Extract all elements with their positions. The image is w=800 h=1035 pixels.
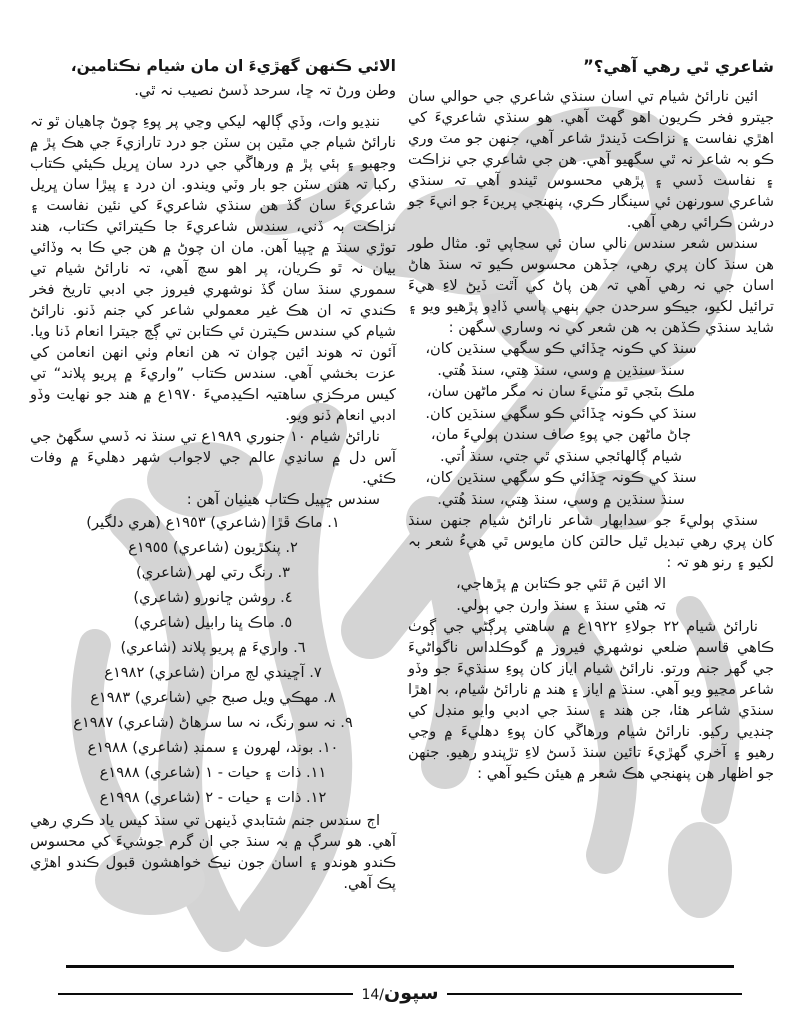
paragraph: سنڌي ٻوليءَ جو سدابهار شاعر نارائڻ شيام جنهن سنڌ کان پري رهي تبديل ٿيل حالتن کان مايوس ٿي هيءُ شعر بہ لکيو ۽ رنو هو تہ : [408,512,774,571]
verse-block-2 [408,573,774,616]
book-item: ٦. واريءَ ۾ پريو پلاند (شاعري) [120,639,306,656]
paragraph: اڄ سندس جنم شتابدي ڏينهن تي سنڌ کيس ياد ڪري رهي آهي. هو سرڳ ۾ بہ سنڌ جي ان گرم جوشيءَ کي محسوس ڪندو هوندو ۽ اسان جون نيڪ خواهشون قبول ڪندو اهڙي پڪ آهي. [30,812,396,892]
verse-line: سنڌ کي ڪونہ ڇڏائي ڪو سگهي سنڌين کان. [425,404,697,422]
book-item: ١٠. بوند، لهرون ۽ سمنڊ (شاعري) ١٩٨٨ع [87,739,339,756]
article-heading: شاعري ٿي رهي آهي؟” [582,57,774,76]
verse-line: ملڪ بٽجي ٿو مٽيءَ سان نہ مگر ماڻهن سان، [426,383,696,400]
paragraph: سندس شعر سندس نالي سان ئي سڃاپي ٿو. مثال طور هن سنڌ کان پري رهي، جڏهن محسوس ڪيو تہ سنڌ هاڻ اسان جي نہ رهي آهي تہ هن پاڻ کي آٿت ڏيڻ لاءِ هيءَ ترائيل لکيو، جيڪو سرحدن جي ٻنهي پاسي ڏاڍو پڙهيو ويو ۽ شايد سنڌي ڪڏهن بہ هن شعر کي نہ وساري سگهن : [408,235,774,336]
verse-line: سنڌ کي ڪونہ ڇڏائي ڪو سگهي سنڌين کان، [425,340,697,357]
book-item: ٩. نہ سو رنگ، نہ سا سرهاڻ (شاعري) ١٩٨٧ع [73,714,353,731]
footer-rule-thin [58,978,742,1004]
verse-line: تہ هئي سنڌ ۽ سنڌ وارن جي ٻولي. [456,596,666,614]
book-item: ٨. مهڪي ويل صبح جي (شاعري) ١٩٨٣ع [90,689,336,706]
page-number: /14 [361,987,384,1003]
paragraph: نارائڻ شيام ٢٢ جولاءِ ١٩٢٢ع ۾ ساهتي پرڳڻي جي ڳوٺ ڪاهي قاسم ضلعي نوشهري فيروز ۾ گوڪلداس ناگواڻيءَ جي گهر جنم ورتو. نارائڻ شيام اياز کان پوءِ سنڌيءَ جو وڏو شاعر مڃيو ويو آهي. سنڌ ۾ اياز ۽ هند ۾ نارائڻ شيام، بہ اهڙا سنڌي شاعر هئا، جن هند ۽ سنڌ جي ادبي وايو منڊل کي ڄنڊيي رکيو. نارائڻ شيام ورهاڱي کان پوءِ دهليءَ ۾ وڃي رهيو ۽ آخري گهڙيءَ تائين سنڌ ڏسڻ لاءِ تڙپندو رهيو. جنهن جو اظهار هن پنهنجي هڪ شعر ۾ هيئن ڪيو آهي : [408,618,774,782]
verse-line: الا ائين مَ ٿئي جو ڪتابن ۾ پڙهاجي، [455,575,667,592]
column-right [408,54,774,784]
couplet-heading [30,54,396,103]
paragraph: ننڍيو وات، وڏي ڳالهہ ليکي وڃي پر پوءِ چوڻ چاهيان ٿو تہ نارائڻ شيام جي مٿين ٻن سٽن جو درد تارازيءَ جي هڪ پڙ ۾ وجهبو ۽ ٻئي پڙ ۾ ورهاڱي جي درد سان ڀريل ڪيئي ڪتاب رکبا تہ هنن سٽن جو بار وٽي ويندو. ان درد ۽ پيڙا سان ڀريل شاعريءَ سان گڏ هن سنڌي شاعريءَ کي نئين نفاست ۽ نزاڪت بہ ڏني، سندس شاعريءَ جا ڪيترائي ڪتاب، هند توڙي سنڌ ۾ ڇپيا آهن. مان ان چوڻ ۾ هن جي ڪا بہ وڏائي بيان نہ ٿو ڪريان، پر اهو سچ آهي، تہ نارائڻ شيام تي سموري سنڌ سان گڏ نوشهري فيروز جي ادبي تاريخ فخر ڪندي تہ ان هڪ غير معمولي شاعر کي جنم ڏنو. نارائڻ شيام کي سندس ڪيترن ئي ڪتابن تي ڳچ جيترا انعام ڏنا ويا. آئون تہ هوند ائين چوان تہ هن انعام وٺي انهن انعامن کي عزت بخشي آهي. سندس ڪتاب ”واريءَ ۾ پريو پلاند“ تي کيس مرڪزي ساهتيہ اڪيڊميءَ ١٩٧٠ع ۾ هند جو نهايت وڏو ادبي انعام ڏنو ويو. [30,113,397,424]
magazine-name: سپون [383,982,439,1004]
book-item: ٧. آڇيندي لڄ مران (شاعري) ١٩٨٢ع [104,664,322,681]
book-item: ١. ماڪ ڦڙا (شاعري) ١٩٥٣ع (هري دلگير) [86,514,340,531]
book-item: ١١. ذات ۽ حيات - ١ (شاعري) ١٩٨٨ع [99,764,327,781]
paragraph: ائين نارائڻ شيام تي اسان سنڌي شاعري جي حوالي سان جيترو فخر ڪريون اهو گهٽ آهي. هو سنڌي شاعريءَ کي اهڙي نفاست ۽ نزاڪت ڏيندڙ شاعر آهي، جنهن جو مٽ وري ڪو بہ شاعر نہ ٿي سگهيو آهي. هن جي شاعري جي نزاڪت ۽ نفاست ڏسي ۽ پڙهي محسوس ٿيندو آهي تہ سنڌي شاعري سورنهن ئي سينگار ڪري، پنهنجي پرينءَ جو انيءَ جو درشن ڪرائي رهي آهي. [408,88,774,231]
footer-label [353,982,446,1004]
verse-line: سنڌ سنڌين ۾ وسي، سنڌ هِتي، سنڌ هُتي. [437,361,685,379]
paragraph: نارائڻ شيام ١٠ جنوري ١٩٨٩ع تي سنڌ نہ ڏسي سگهڻ جي آس دل ۾ سانڍي عالم جي لاجواب شهر دهليءَ ۾ وفات ڪئي. [30,428,396,487]
verse-line: ڄاڻ ماڻهن جي پوءِ صاف سندن ٻوليءَ مان، [430,426,692,443]
verse-line: شيام ڳالهائجي سنڌي ٿي جتي، سنڌ اُتي. [439,447,683,465]
footer-rule-thick [66,965,734,968]
books-intro: سندس ڇپيل ڪتاب هيٺيان آهن : [186,491,380,508]
couplet-line-1: الائي ڪنهن گهڙيءَ ان مان شيام نڪتامين، [70,57,396,75]
verse-line: سنڌ کي ڪونہ ڇڏائي ڪو سگهي سنڌين کان، [425,469,697,486]
book-item: ١٢. ذات ۽ حيات - ٢ (شاعري) ١٩٩٨ع [99,789,327,806]
verse-line: سنڌ سنڌين ۾ وسي، سنڌ هِتي، سنڌ هُتي. [437,490,685,508]
column-left [30,54,396,894]
book-list [30,510,396,810]
verse-block-1 [408,338,774,510]
book-item: ٣. رنگ رتي لهر (شاعري) [136,564,290,581]
couplet-line-2: وطن ورڻ تہ ڇا، سرحد ڏسڻ نصيب نہ ٿي. [134,82,396,99]
book-item: ٢. پنکڙيون (شاعري) ١٩٥٥ع [128,539,298,556]
book-item: ٥. ماڪ ڀنا رابيل (شاعري) [133,614,293,631]
book-item: ٤. روشن ڇانورو (شاعري) [133,589,293,606]
page-footer [0,965,800,1004]
